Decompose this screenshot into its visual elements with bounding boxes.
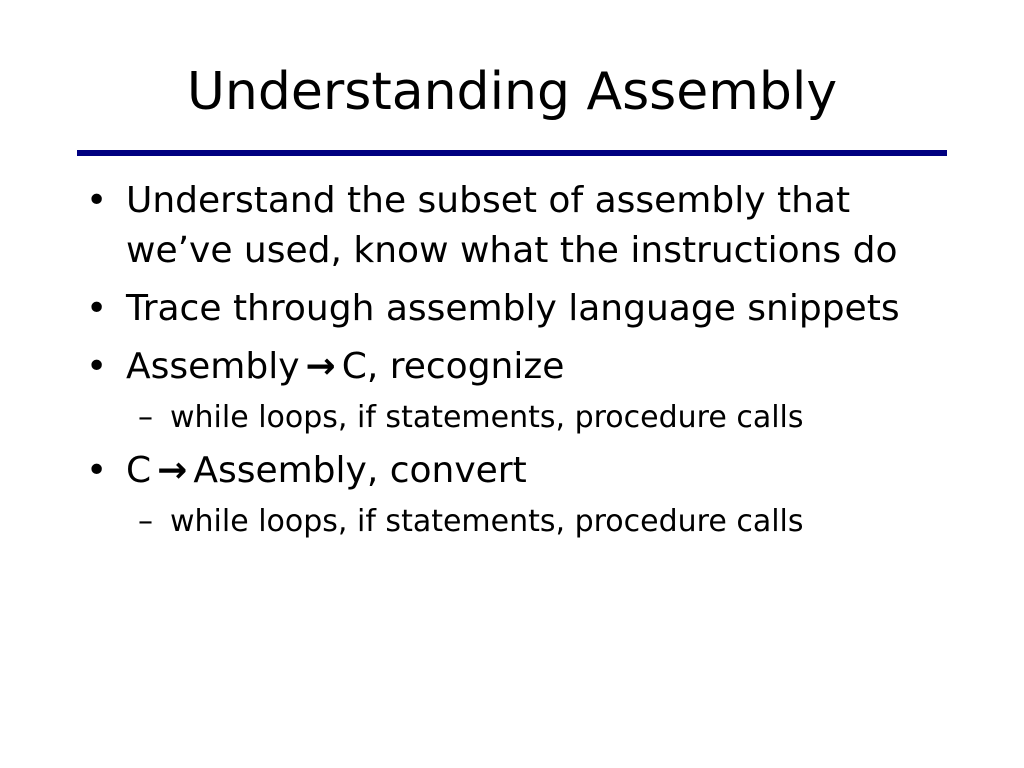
sub-bullet-marker: –	[138, 400, 153, 435]
bullet-text-right: Assembly, convert	[193, 450, 527, 491]
title-divider	[77, 150, 947, 156]
bullet-text-right: C, recognize	[341, 346, 565, 387]
bullet-list	[86, 176, 956, 550]
bullet-marker: •	[86, 288, 108, 329]
bullet-marker: •	[86, 450, 108, 491]
bullet-text-left: Assembly	[126, 346, 300, 387]
bullet-item-understand-subset	[86, 176, 956, 276]
sub-bullet-item	[86, 398, 956, 438]
bullet-text: Understand the subset of assembly that we’ve used, know what the instructions do	[126, 180, 898, 271]
sub-bullet-item	[86, 502, 956, 542]
sub-bullet-text: while loops, if statements, procedure calls	[170, 504, 804, 539]
bullet-marker: •	[86, 346, 108, 387]
right-arrow-icon: →	[157, 450, 188, 491]
bullet-marker: •	[86, 180, 108, 221]
bullet-text: Trace through assembly language snippets	[126, 288, 900, 329]
bullet-item-assembly-to-c	[86, 342, 956, 392]
sub-bullet-marker: –	[138, 504, 153, 539]
right-arrow-icon: →	[305, 346, 336, 387]
bullet-item-c-to-assembly	[86, 446, 956, 496]
bullet-text-left: C	[126, 450, 152, 491]
slide-title: Understanding Assembly	[186, 62, 838, 122]
bullet-item-trace-snippets	[86, 284, 956, 334]
sub-bullet-text: while loops, if statements, procedure calls	[170, 400, 804, 435]
